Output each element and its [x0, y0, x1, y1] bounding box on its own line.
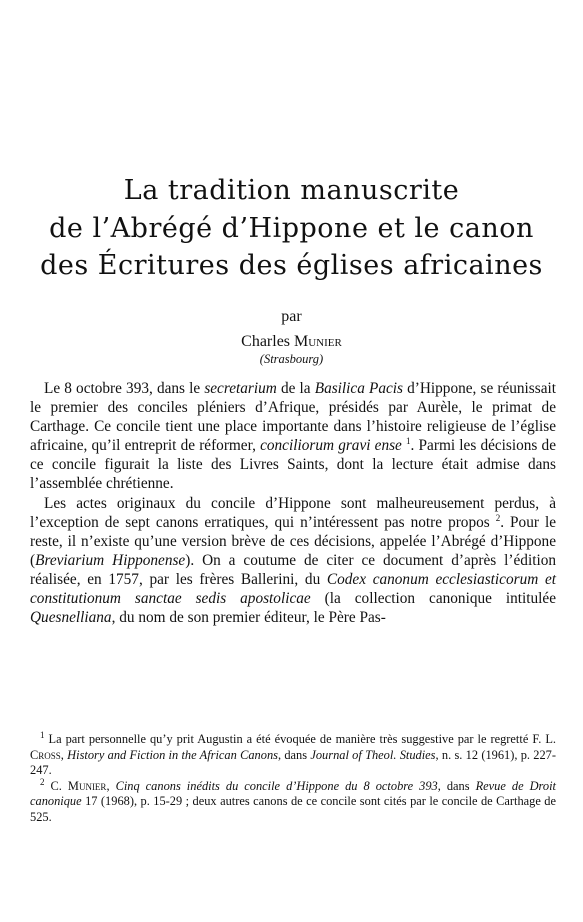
text-run: . Parmi les décisions de ce concile figurait la liste des Livres Saints, dont la lecture était admise dans l’assemblée chrétienne. [30, 437, 557, 493]
text-run: . Pour le reste, il n’existe qu’une version brève de ces décisions, appelée l’Abrégé d’Hippone ( [30, 513, 556, 569]
article-body [30, 379, 556, 627]
text-run: (la collection canonique intitulée [310, 590, 556, 608]
author-last-name: Munier [294, 333, 342, 350]
text-run: 17 (1968), p. 15-29 ; deux autres canons de ce concile sont cités par le concile de Carthage de 525. [30, 794, 556, 824]
footnote-ref-2: 2 [495, 512, 501, 523]
title-line-1: La tradition manuscrite [123, 175, 460, 206]
small-caps-run: Cross [30, 747, 61, 762]
italic-run: Breviarium Hipponense [35, 551, 186, 569]
small-caps-run: Munier [67, 778, 107, 793]
footnote-number: 2 [40, 776, 45, 787]
italic-run: Revue de Droit canonique [30, 778, 556, 809]
paragraph-1 [30, 379, 556, 494]
paragraph-2 [30, 494, 556, 628]
footnote-ref-1: 1 [406, 436, 411, 447]
footnotes [30, 729, 557, 826]
italic-run: Codex canonum ecclesiasticorum et constitutionum sanctae sedis apostolicae [30, 570, 556, 608]
text-run: C. [44, 778, 68, 793]
text-run: , dans [437, 778, 476, 793]
italic-run: Journal of Theol. Studies [310, 747, 436, 762]
italic-run: History and Fiction in the African Canons [67, 747, 278, 762]
text-run: , [60, 747, 68, 762]
italic-run: Basilica Pacis [314, 380, 403, 397]
italic-run: Quesnelliana [30, 609, 112, 627]
text-run: , n. s. 12 (1961), p. 227-247. [30, 747, 557, 778]
text-run: Le 8 octobre 393, dans le [44, 380, 205, 397]
author-first-name: Charles [241, 333, 291, 350]
title-line-3: des Écritures des églises africaines [40, 250, 543, 281]
author-name [0, 333, 583, 351]
text-run: , du nom de son premier éditeur, le Père Pas- [111, 609, 386, 627]
text-run: d’Hippone, se réunissait le premier des conciles pléniers d’Afrique, présidés par Aurèle, le primat de Carthage. Ce concile tient une place importante dans l’histoire religieuse de l’église africaine, qu’il entreprit de réformer, [30, 380, 557, 455]
footnote-1 [30, 729, 557, 779]
title-line-2: de l’Abrégé d’Hippone et le canon [49, 213, 534, 244]
italic-run: Cinq canons inédits du concile d’Hippone du 8 octobre 393 [115, 778, 438, 793]
text-run: de la [276, 380, 315, 397]
text-run: Les actes originaux du concile d’Hippone sont malheureusement perdus, à l’exception de sept canons erratiques, qui n’intéressent pas notre propos [30, 494, 556, 531]
footnote-2 [30, 776, 556, 826]
text-run: , [106, 778, 116, 793]
text-run: La part personnelle qu’y prit Augustin a été évoquée de manière très suggestive par le regretté F. L. [44, 732, 556, 746]
footnote-number: 1 [40, 729, 45, 740]
italic-run: secretarium [204, 380, 277, 397]
text-run: ). On a coutume de citer ce document d’après l’édition réalisée, en 1757, par les frères Ballerini, du [30, 551, 556, 588]
text-run: , dans [277, 747, 311, 762]
byline-par: par [281, 308, 302, 325]
author-affiliation: (Strasbourg) [259, 352, 324, 366]
italic-run: conciliorum gravi ense [260, 437, 402, 455]
